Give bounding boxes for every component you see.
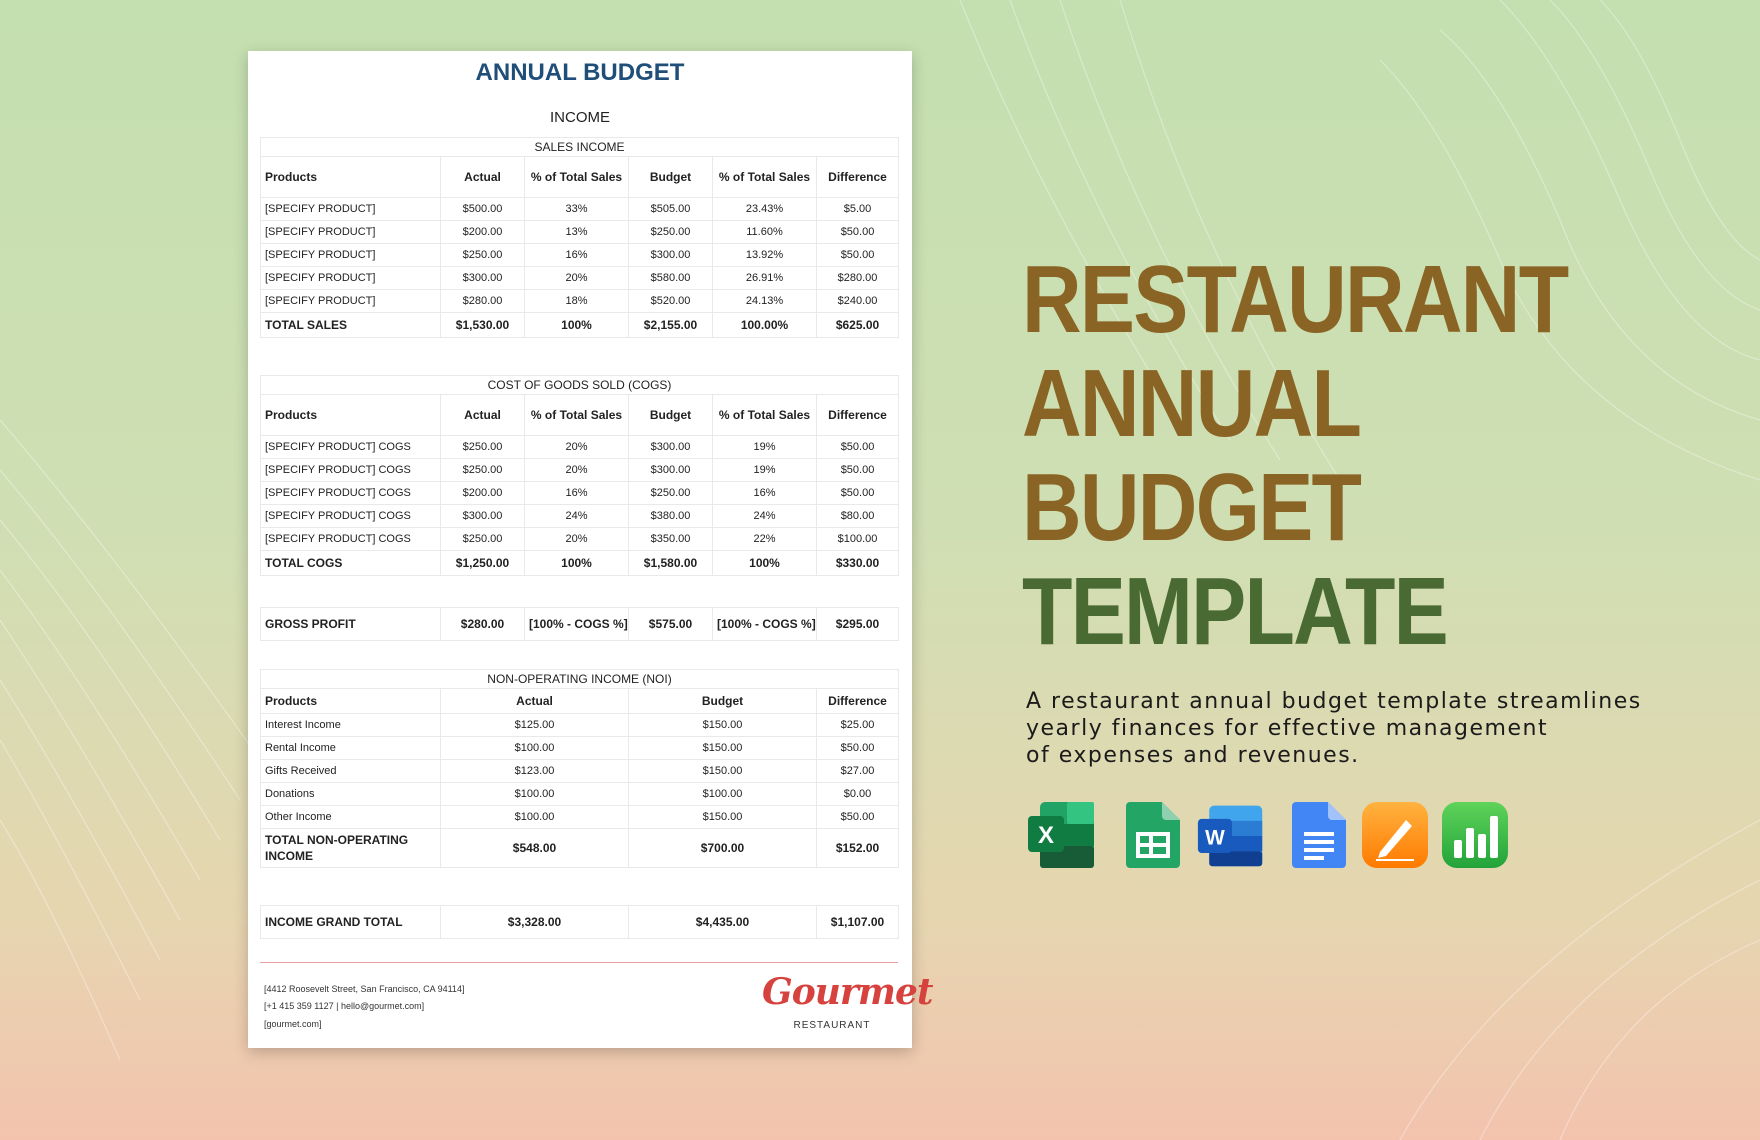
- total-noi-row: [261, 829, 899, 868]
- headline-line-1: RESTAURANT: [1022, 246, 1568, 353]
- table-cell: $300.00: [629, 244, 713, 267]
- table-cell: $4,435.00: [629, 906, 817, 939]
- table-cell: $100.00: [441, 737, 629, 760]
- table-cell: 20%: [525, 459, 629, 482]
- column-header: Actual: [441, 689, 629, 714]
- table-cell: 100%: [713, 551, 817, 576]
- table-cell: $280.00: [441, 608, 525, 641]
- table-cell: [SPECIFY PRODUCT]: [261, 244, 441, 267]
- table-cell: 26.91%: [713, 267, 817, 290]
- table-row: [261, 737, 899, 760]
- headline-line-4: TEMPLATE: [1022, 558, 1448, 665]
- noi-section-title: NON-OPERATING INCOME (NOI): [261, 670, 899, 689]
- table-row: [261, 290, 899, 313]
- table-cell: $250.00: [441, 459, 525, 482]
- table-cell: TOTAL SALES: [261, 313, 441, 338]
- table-cell: 18%: [525, 290, 629, 313]
- column-header: Budget: [629, 157, 713, 198]
- table-cell: Donations: [261, 783, 441, 806]
- sales-income-table: [260, 137, 899, 338]
- table-cell: TOTAL NON-OPERATING INCOME: [261, 829, 441, 868]
- table-cell: $50.00: [817, 436, 899, 459]
- footer-divider: [260, 962, 898, 963]
- column-header: Difference: [817, 689, 899, 714]
- column-header: Difference: [817, 157, 899, 198]
- table-cell: $50.00: [817, 244, 899, 267]
- table-cell: Interest Income: [261, 714, 441, 737]
- table-cell: [100% - COGS %]: [713, 608, 817, 641]
- column-header: Actual: [441, 395, 525, 436]
- table-cell: [SPECIFY PRODUCT] COGS: [261, 459, 441, 482]
- excel-letter: X: [1037, 822, 1055, 849]
- table-cell: $280.00: [817, 267, 899, 290]
- table-cell: 24.13%: [713, 290, 817, 313]
- table-cell: $548.00: [441, 829, 629, 868]
- income-heading: INCOME: [550, 109, 610, 126]
- table-row: [261, 244, 899, 267]
- gross-profit-table: [260, 607, 899, 641]
- table-cell: $295.00: [817, 608, 899, 641]
- table-cell: 24%: [713, 505, 817, 528]
- table-cell: 16%: [713, 482, 817, 505]
- numbers-icon: [1440, 800, 1510, 870]
- headline-line-3: BUDGET: [1022, 454, 1361, 561]
- table-cell: $150.00: [629, 806, 817, 829]
- column-header: Budget: [629, 395, 713, 436]
- table-cell: $50.00: [817, 221, 899, 244]
- cogs-section-title: COST OF GOODS SOLD (COGS): [261, 376, 899, 395]
- table-cell: $200.00: [441, 221, 525, 244]
- footer-contact: [+1 415 359 1127 | hello@gourmet.com]: [264, 1001, 425, 1011]
- document-title: ANNUAL BUDGET: [475, 59, 685, 86]
- table-cell: $280.00: [441, 290, 525, 313]
- table-cell: $250.00: [629, 482, 713, 505]
- table-cell: 20%: [525, 436, 629, 459]
- table-cell: $580.00: [629, 267, 713, 290]
- table-cell: $250.00: [441, 436, 525, 459]
- total-cogs-row: [261, 551, 899, 576]
- table-cell: $150.00: [629, 737, 817, 760]
- word-letter: W: [1205, 826, 1225, 850]
- table-cell: 23.43%: [713, 198, 817, 221]
- table-cell: Gifts Received: [261, 760, 441, 783]
- table-cell: [SPECIFY PRODUCT] COGS: [261, 482, 441, 505]
- table-cell: $0.00: [817, 783, 899, 806]
- table-cell: $300.00: [441, 505, 525, 528]
- table-cell: 20%: [525, 267, 629, 290]
- table-cell: $575.00: [629, 608, 713, 641]
- table-cell: $300.00: [629, 436, 713, 459]
- table-cell: 100%: [525, 313, 629, 338]
- headline-line-2: ANNUAL: [1022, 350, 1361, 457]
- table-cell: $1,250.00: [441, 551, 525, 576]
- table-row: [261, 783, 899, 806]
- table-cell: 19%: [713, 436, 817, 459]
- table-row: [261, 505, 899, 528]
- budget-document-preview: [248, 51, 933, 1048]
- table-cell: $27.00: [817, 760, 899, 783]
- table-cell: 13.92%: [713, 244, 817, 267]
- table-cell: $330.00: [817, 551, 899, 576]
- noi-table: [260, 669, 899, 868]
- table-cell: 11.60%: [713, 221, 817, 244]
- table-cell: $152.00: [817, 829, 899, 868]
- table-cell: $240.00: [817, 290, 899, 313]
- google-sheets-icon: [1118, 800, 1188, 870]
- table-cell: 24%: [525, 505, 629, 528]
- table-cell: $200.00: [441, 482, 525, 505]
- footer-website: [gourmet.com]: [264, 1019, 322, 1029]
- table-cell: $100.00: [441, 806, 629, 829]
- table-cell: $80.00: [817, 505, 899, 528]
- table-cell: $625.00: [817, 313, 899, 338]
- cogs-table: [260, 375, 899, 576]
- google-docs-icon: [1284, 800, 1354, 870]
- table-cell: $5.00: [817, 198, 899, 221]
- table-cell: 22%: [713, 528, 817, 551]
- table-cell: Other Income: [261, 806, 441, 829]
- table-row: [261, 714, 899, 737]
- table-cell: $300.00: [441, 267, 525, 290]
- table-cell: GROSS PROFIT: [261, 608, 441, 641]
- table-row: [261, 482, 899, 505]
- table-cell: $50.00: [817, 806, 899, 829]
- table-cell: [SPECIFY PRODUCT] COGS: [261, 528, 441, 551]
- table-cell: $350.00: [629, 528, 713, 551]
- column-header: % of Total Sales: [525, 395, 629, 436]
- table-cell: $300.00: [629, 459, 713, 482]
- table-cell: 16%: [525, 482, 629, 505]
- table-cell: $50.00: [817, 482, 899, 505]
- table-cell: $150.00: [629, 760, 817, 783]
- column-header: Products: [261, 395, 441, 436]
- income-grand-total-row: [261, 906, 899, 939]
- table-cell: Rental Income: [261, 737, 441, 760]
- table-cell: $50.00: [817, 459, 899, 482]
- table-cell: $123.00: [441, 760, 629, 783]
- table-cell: $500.00: [441, 198, 525, 221]
- grand-total-table: [260, 905, 899, 939]
- gross-profit-row: [261, 608, 899, 641]
- column-header: % of Total Sales: [525, 157, 629, 198]
- table-cell: $100.00: [817, 528, 899, 551]
- table-row: [261, 221, 899, 244]
- excel-icon: [1026, 800, 1096, 870]
- table-cell: $1,107.00: [817, 906, 899, 939]
- table-cell: $700.00: [629, 829, 817, 868]
- table-cell: $2,155.00: [629, 313, 713, 338]
- table-cell: $250.00: [441, 244, 525, 267]
- table-cell: 33%: [525, 198, 629, 221]
- table-row: [261, 459, 899, 482]
- table-cell: $250.00: [629, 221, 713, 244]
- table-cell: 100.00%: [713, 313, 817, 338]
- gourmet-logo: Gourmet: [762, 971, 933, 1013]
- table-cell: [SPECIFY PRODUCT] COGS: [261, 436, 441, 459]
- table-cell: $505.00: [629, 198, 713, 221]
- table-cell: [SPECIFY PRODUCT]: [261, 267, 441, 290]
- description: [1026, 688, 1726, 769]
- table-cell: $25.00: [817, 714, 899, 737]
- table-cell: TOTAL COGS: [261, 551, 441, 576]
- table-cell: 16%: [525, 244, 629, 267]
- pages-icon: [1360, 800, 1430, 870]
- table-cell: $380.00: [629, 505, 713, 528]
- table-cell: [SPECIFY PRODUCT]: [261, 290, 441, 313]
- table-cell: $250.00: [441, 528, 525, 551]
- table-cell: $100.00: [441, 783, 629, 806]
- table-cell: [SPECIFY PRODUCT] COGS: [261, 505, 441, 528]
- table-cell: 20%: [525, 528, 629, 551]
- table-cell: $3,328.00: [441, 906, 629, 939]
- description-line: A restaurant annual budget template streamlines: [1026, 689, 1642, 714]
- table-cell: $150.00: [629, 714, 817, 737]
- table-row: [261, 267, 899, 290]
- table-cell: 19%: [713, 459, 817, 482]
- table-row: [261, 436, 899, 459]
- table-cell: 13%: [525, 221, 629, 244]
- table-cell: $520.00: [629, 290, 713, 313]
- table-cell: $1,580.00: [629, 551, 713, 576]
- description-line: yearly finances for effective management: [1026, 716, 1549, 741]
- table-cell: [100% - COGS %]: [525, 608, 629, 641]
- word-icon: [1196, 800, 1266, 870]
- footer-address: [4412 Roosevelt Street, San Francisco, CA 94114]: [264, 984, 465, 994]
- logo-subtitle: RESTAURANT: [793, 1020, 871, 1031]
- table-cell: 100%: [525, 551, 629, 576]
- column-header: Products: [261, 689, 441, 714]
- table-cell: $1,530.00: [441, 313, 525, 338]
- column-header: % of Total Sales: [713, 395, 817, 436]
- table-cell: INCOME GRAND TOTAL: [261, 906, 441, 939]
- table-cell: [SPECIFY PRODUCT]: [261, 221, 441, 244]
- table-row: [261, 760, 899, 783]
- table-row: [261, 528, 899, 551]
- column-header: Budget: [629, 689, 817, 714]
- table-cell: [SPECIFY PRODUCT]: [261, 198, 441, 221]
- column-header: Difference: [817, 395, 899, 436]
- table-cell: $100.00: [629, 783, 817, 806]
- column-header: % of Total Sales: [713, 157, 817, 198]
- column-header: Actual: [441, 157, 525, 198]
- table-cell: $125.00: [441, 714, 629, 737]
- total-sales-row: [261, 313, 899, 338]
- table-cell: $50.00: [817, 737, 899, 760]
- table-row: [261, 806, 899, 829]
- table-row: [261, 198, 899, 221]
- description-line: of expenses and revenues.: [1026, 743, 1360, 768]
- sales-income-section-title: SALES INCOME: [261, 138, 899, 157]
- column-header: Products: [261, 157, 441, 198]
